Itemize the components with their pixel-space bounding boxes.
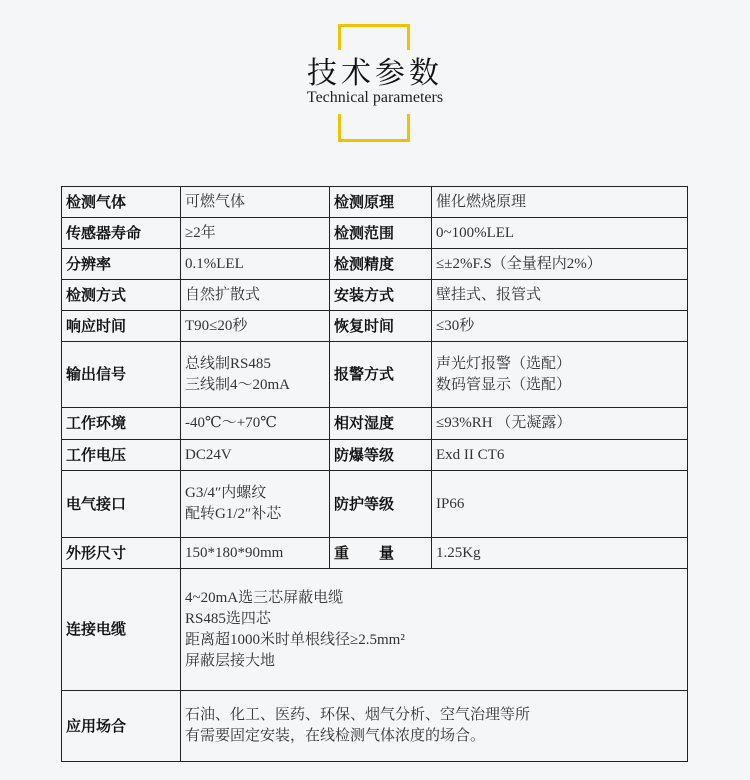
value-cell: ≤±2%F.S（全量程内2%）	[432, 249, 688, 280]
value-line: RS485选四芯	[185, 610, 271, 627]
value-cell	[181, 342, 330, 408]
value-cell: -40℃～+70℃	[181, 408, 330, 440]
value-cell: ≤93%RH （无凝露）	[432, 408, 688, 440]
value-line: 石油、化工、医药、环保、烟气分析、空气治理等所	[185, 707, 531, 723]
label-cell: 传感器寿命	[62, 218, 181, 249]
table-row	[62, 408, 688, 440]
value-line: 配转G1/2″补芯	[185, 506, 282, 522]
table-row	[62, 249, 688, 280]
value-line: 声光灯报警（选配）	[436, 355, 572, 372]
value-cell: 0.1%LEL	[181, 249, 330, 280]
value-cell: 0~100%LEL	[432, 218, 688, 249]
label-cell: 防护等级	[330, 471, 432, 538]
label-cell: 防爆等级	[330, 440, 432, 471]
spec-table	[61, 186, 688, 762]
value-line: 有需要固定安装，在线检测气体浓度的场合。	[185, 728, 486, 744]
value-line: 屏蔽层接大地	[185, 652, 276, 669]
value-cell: 可燃气体	[181, 187, 330, 218]
label-cell: 安装方式	[330, 280, 432, 311]
page-subtitle: Technical parameters	[306, 89, 444, 106]
value-cell	[181, 691, 688, 762]
label-cell: 工作环境	[62, 408, 181, 440]
table-row	[62, 440, 688, 471]
label-cell: 分辨率	[62, 249, 181, 280]
label-cell: 重 量	[330, 538, 432, 569]
label-cell: 检测精度	[330, 249, 432, 280]
label-cell: 检测方式	[62, 280, 181, 311]
value-line: 三线制4～20mA	[185, 376, 291, 393]
value-line: 距离超1000米时单根线径≥2.5mm²	[185, 631, 405, 648]
value-cell	[432, 342, 688, 408]
page-title: 技术参数	[307, 56, 443, 91]
label-cell: 输出信号	[62, 342, 181, 408]
value-line: 总线制RS485	[185, 355, 271, 372]
label-cell: 恢复时间	[330, 311, 432, 342]
table-row	[62, 538, 688, 569]
table-row	[62, 342, 688, 408]
table-row	[62, 187, 688, 218]
value-cell: 壁挂式、报管式	[432, 280, 688, 311]
value-cell: ≥2年	[181, 218, 330, 249]
label-cell: 工作电压	[62, 440, 181, 471]
table-row	[62, 691, 688, 762]
label-cell: 电气接口	[62, 471, 181, 538]
value-cell: DC24V	[181, 440, 330, 471]
value-cell: T90≤20秒	[181, 311, 330, 342]
title-frame-top	[338, 24, 410, 50]
table-row	[62, 569, 688, 691]
value-cell: Exd II CT6	[432, 440, 688, 471]
table-row	[62, 280, 688, 311]
value-cell: 自然扩散式	[181, 280, 330, 311]
label-cell: 连接电缆	[62, 569, 181, 691]
value-line: G3/4″内螺纹	[185, 485, 267, 501]
value-cell: IP66	[432, 471, 688, 538]
label-cell: 响应时间	[62, 311, 181, 342]
title-frame-bottom	[338, 114, 410, 142]
value-cell	[181, 471, 330, 538]
value-line: 4~20mA选三芯屏蔽电缆	[185, 589, 344, 606]
value-cell	[181, 569, 688, 691]
label-cell: 应用场合	[62, 691, 181, 762]
label-cell: 检测原理	[330, 187, 432, 218]
label-cell: 外形尺寸	[62, 538, 181, 569]
table-row	[62, 218, 688, 249]
label-cell: 相对湿度	[330, 408, 432, 440]
label-cell: 检测范围	[330, 218, 432, 249]
value-cell: 1.25Kg	[432, 538, 688, 569]
table-row	[62, 311, 688, 342]
table-row	[62, 471, 688, 538]
value-cell: ≤30秒	[432, 311, 688, 342]
value-cell: 150*180*90mm	[181, 538, 330, 569]
label-cell: 报警方式	[330, 342, 432, 408]
value-cell: 催化燃烧原理	[432, 187, 688, 218]
value-line: 数码管显示（选配）	[436, 376, 572, 393]
label-cell: 检测气体	[62, 187, 181, 218]
